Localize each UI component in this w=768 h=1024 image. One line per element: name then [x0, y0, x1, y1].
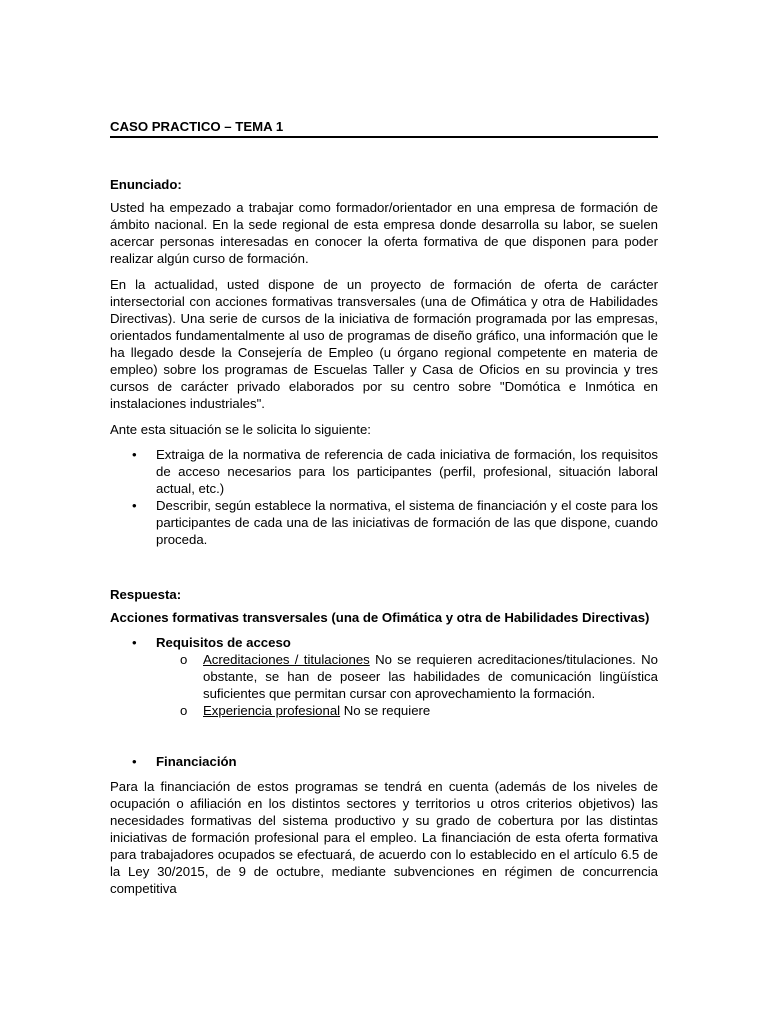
requisito-label-1: Acreditaciones / titulaciones [203, 652, 370, 667]
financiacion-text: Para la financiación de estos programas se tendrá en cuenta (además de los niveles de ocupación o afiliación en los distintos sectores y territorios u otros criterios objetivos) las necesidades formativas del sistema productivo y su grado de cobertura por las distintas iniciativas de formación profesional para el empleo. La financiación de esta oferta formativa para trabajadores ocupados se efectuará, de acuerdo con lo establecido en el artículo 6.5 de la Ley 30/2015, de 9 de octubre, mediante subvenciones en régimen de concurrencia competitiva [110, 779, 658, 896]
list-item [110, 497, 658, 548]
respuesta-heading: Respuesta: [110, 587, 182, 602]
financiacion-item [110, 753, 658, 770]
list-item [110, 702, 658, 719]
task-text-2: Describir, según establece la normativa, el sistema de financiación y el coste para los participantes de cada una de las iniciativas de formación de las que dispone, cuando proceda. [156, 498, 658, 547]
bullet-icon: • [132, 498, 137, 513]
requisito-label-2: Experiencia profesional [203, 703, 341, 718]
bullet-icon: • [132, 447, 137, 462]
requisito-text-1: No se requieren acreditaciones/titulaciones. No obstante, se han de poseer las habilidades de comunicación lingüística suficientes que permitan cursar con aprovechamiento la formación. [203, 652, 659, 701]
requisito-text-2: No se requiere [340, 703, 431, 718]
list-item [110, 651, 658, 702]
enunciado-heading: Enunciado: [110, 177, 182, 192]
document-title: CASO PRACTICO – TEMA 1 [110, 118, 658, 138]
bullet-icon: • [132, 754, 137, 769]
requisitos-label: Requisitos de acceso [156, 635, 291, 650]
paragraph-3: Ante esta situación se le solicita lo siguiente: [110, 422, 371, 437]
circle-bullet-icon: o [180, 652, 188, 667]
document-content [110, 118, 658, 906]
requisitos-item [110, 634, 658, 651]
circle-bullet-icon: o [180, 703, 188, 718]
bullet-icon: • [132, 635, 137, 650]
paragraph-2: En la actualidad, usted dispone de un proyecto de formación de oferta de carácter intersectorial con acciones formativas transversales (una de Ofimática y otra de Habilidades Directivas). Una serie de cursos de la iniciativa de formación programada por las empresas, orientados fundamentalmente al uso de programas de diseño gráfico, una información que le ha llegado desde la Consejería de Empleo (u órgano regional competente en materia de empleo) sobre los programas de Escuelas Taller y Casa de Oficios en su provincia y tres cursos de carácter privado elaborados por su centro sobre "Domótica e Inmótica en instalaciones industriales". [110, 277, 658, 411]
requisitos-list [110, 651, 658, 719]
task-list [110, 446, 658, 548]
respuesta-subheading: Acciones formativas transversales (una de Ofimática y otra de Habilidades Directivas) [110, 610, 650, 625]
paragraph-1: Usted ha empezado a trabajar como formador/orientador en una empresa de formación de ámbito nacional. En la sede regional de esta empresa donde desarrolla su labor, se suelen acercar personas interesadas en conocer la oferta formativa de que disponen para poder realizar algún curso de formación. [110, 200, 658, 266]
task-text-1: Extraiga de la normativa de referencia de cada iniciativa de formación, los requisitos de acceso necesarios para los participantes (perfil, profesional, situación laboral actual, etc.) [156, 447, 658, 496]
financiacion-label: Financiación [156, 754, 237, 769]
list-item [110, 446, 658, 497]
